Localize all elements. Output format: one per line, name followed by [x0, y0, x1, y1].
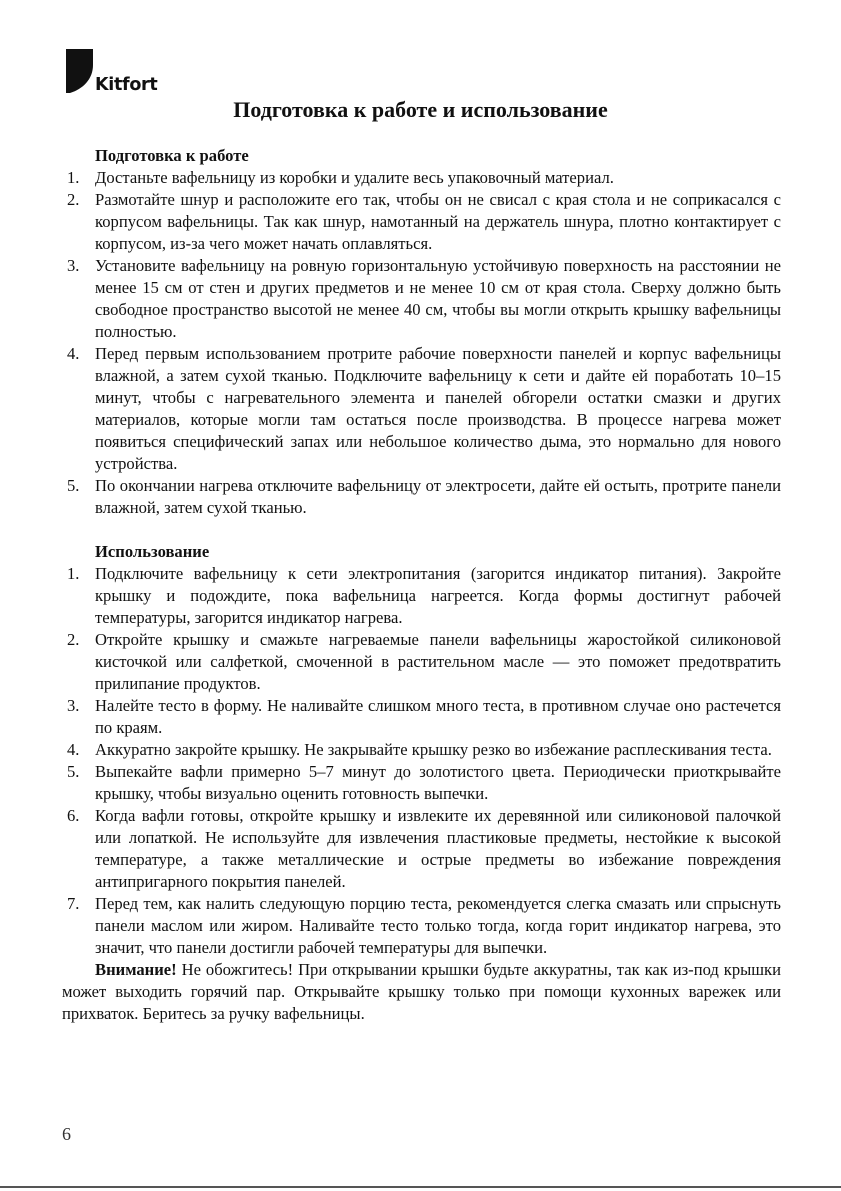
- item-number: 1.: [67, 168, 80, 187]
- item-number: 3.: [67, 696, 80, 715]
- item-number: 4.: [67, 344, 80, 363]
- item-text: Достаньте вафельницу из коробки и удалите весь упаковочный материал.: [95, 168, 614, 187]
- section-usage: [62, 541, 781, 1025]
- kitfort-logo: [66, 49, 166, 99]
- list-item: [62, 475, 781, 519]
- list-item: [62, 695, 781, 739]
- kitfort-logo-icon: [66, 49, 96, 93]
- item-number: 2.: [67, 630, 80, 649]
- list-item: [62, 343, 781, 475]
- item-text: По окончании нагрева отключите вафельницу от электросети, дайте ей остыть, протрите панели влажной, затем сухой тканью.: [95, 476, 781, 517]
- item-number: 5.: [67, 762, 80, 781]
- item-number: 2.: [67, 190, 80, 209]
- list-item: [62, 761, 781, 805]
- section-heading: Подготовка к работе: [95, 146, 249, 165]
- section-spacer: [62, 519, 781, 541]
- list-item: [62, 189, 781, 255]
- page-number: 6: [62, 1124, 71, 1144]
- item-text: Подключите вафельницу к сети электропитания (загорится индикатор питания). Закройте крышку и подождите, пока вафельница нагреется. Когда формы достигнут рабочей температуры, загорится индикатор нагрева.: [95, 564, 781, 627]
- item-number: 5.: [67, 476, 80, 495]
- preparation-list: [62, 167, 781, 519]
- list-item: [62, 739, 781, 761]
- item-text: Перед тем, как налить следующую порцию теста, рекомендуется слегка смазать или спрыснуть панели маслом или жиром. Наливайте тесто только тогда, когда горит индикатор нагрева, это значит, что панели достигли рабочей температуры для выпечки.: [95, 894, 781, 957]
- usage-list: [62, 563, 781, 959]
- item-text: Перед первым использованием протрите рабочие поверхности панелей и корпус вафельницы влажной, а затем сухой тканью. Подключите вафельницу к сети и дайте ей поработать 10–15 минут, чтобы с нагревательного элемента и панелей обгорели остатки смазки и других материалов, которые могли там остаться после производства. В процессе нагрева может появиться специфический запах или небольшое количество дыма, это нормально для нового устройства.: [95, 344, 781, 473]
- item-number: 4.: [67, 740, 80, 759]
- item-number: 3.: [67, 256, 80, 275]
- list-item: [62, 563, 781, 629]
- item-text: Аккуратно закройте крышку. Не закрывайте крышку резко во избежание расплескивания теста.: [95, 740, 772, 759]
- item-number: 6.: [67, 806, 80, 825]
- bottom-divider: [0, 1186, 841, 1188]
- warning-text: Не обожгитесь! При открывании крышки будьте аккуратны, так как из-под крышки может выходить горячий пар. Открывайте крышку только при помощи кухонных варежек или прихваток. Беритесь за ручку вафельницы.: [62, 960, 781, 1023]
- page-title: Подготовка к работе и использование: [233, 97, 608, 122]
- item-text: Налейте тесто в форму. Не наливайте слишком много теста, в противном случае оно растечется по краям.: [95, 696, 781, 737]
- item-text: Выпекайте вафли примерно 5–7 минут до золотистого цвета. Периодически приоткрывайте крышку, чтобы визуально оценить готовность выпечки.: [95, 762, 781, 803]
- section-heading: Использование: [95, 542, 210, 561]
- document-body: [62, 145, 781, 1025]
- item-text: Откройте крышку и смажьте нагреваемые панели вафельницы жаростойкой силиконовой кисточкой или салфеткой, смоченной в растительном масле — это поможет предотвратить прилипание продуктов.: [95, 630, 781, 693]
- section-preparation: [62, 145, 781, 519]
- warning-paragraph: [62, 959, 781, 1025]
- item-number: 1.: [67, 564, 80, 583]
- item-text: Установите вафельницу на ровную горизонтальную устойчивую поверхность на расстоянии не менее 15 см от стен и других предметов и не менее 10 см от края стола. Сверху должно быть свободное пространство высотой не менее 40 см, чтобы вы могли открыть крышку вафельницы полностью.: [95, 256, 781, 341]
- list-item: [62, 255, 781, 343]
- item-number: 7.: [67, 894, 80, 913]
- item-text: Размотайте шнур и расположите его так, чтобы он не свисал с края стола и не соприкасался с корпусом вафельницы. Так как шнур, намотанный на держатель шнура, плотно контактирует с корпусом, из-за чего может начать оплавляться.: [95, 190, 781, 253]
- list-item: [62, 629, 781, 695]
- list-item: [62, 805, 781, 893]
- warning-label: Внимание!: [95, 960, 177, 979]
- brand-name: Kitfort: [95, 75, 158, 95]
- item-text: Когда вафли готовы, откройте крышку и извлеките их деревянной или силиконовой палочкой или лопаткой. Не используйте для извлечения пластиковые предметы, нестойкие к высокой температуре, а также металлические и острые предметы во избежание повреждения антипригарного покрытия панелей.: [95, 806, 781, 891]
- list-item: [62, 167, 781, 189]
- list-item: [62, 893, 781, 959]
